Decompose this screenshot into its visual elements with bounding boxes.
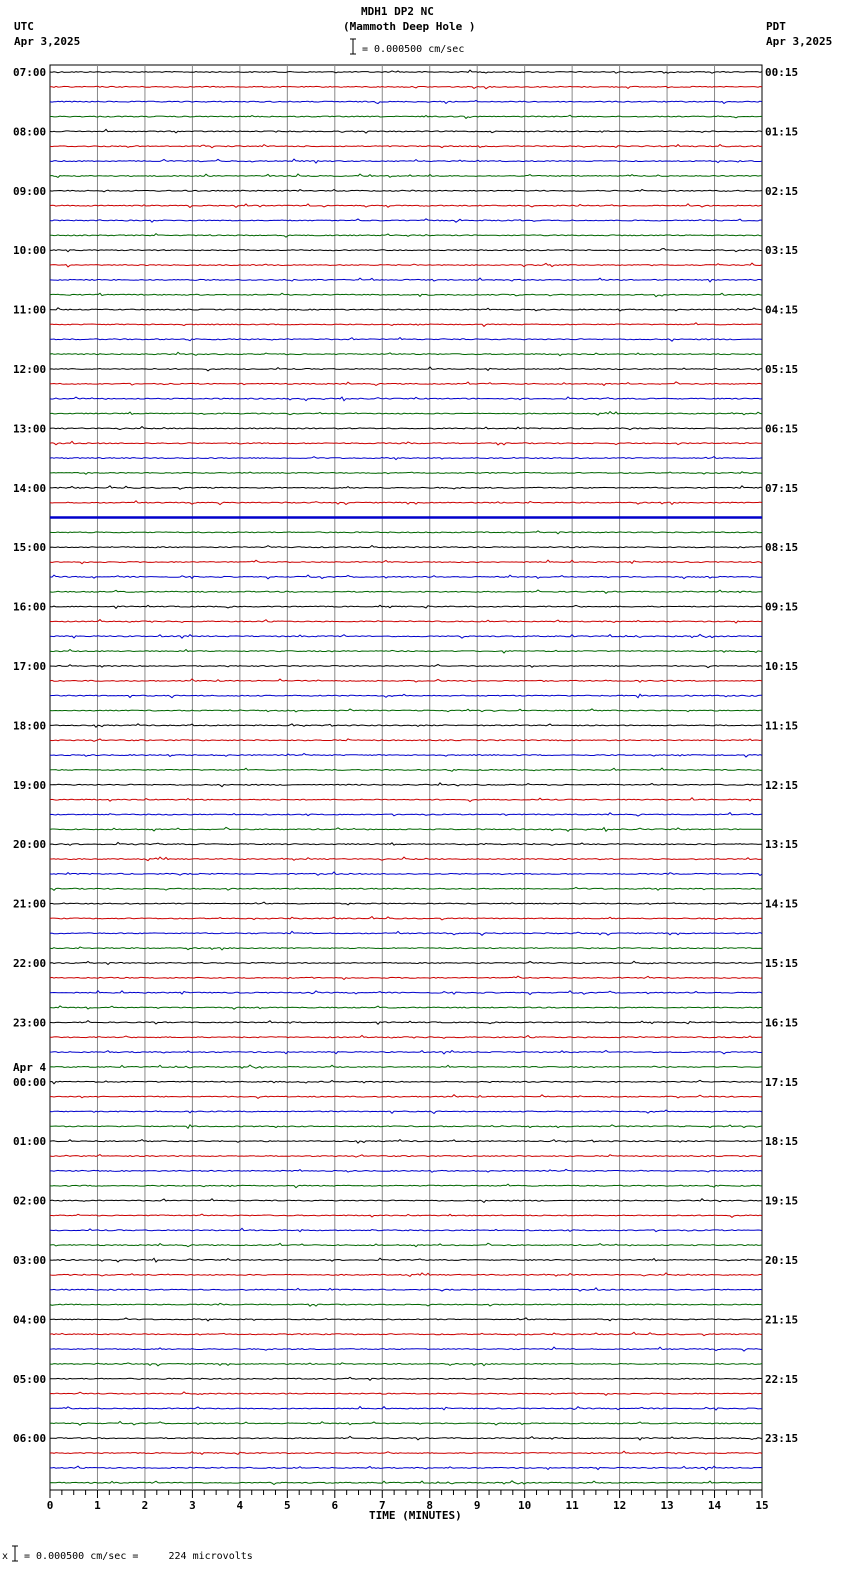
- x-tick-label: 0: [46, 1499, 54, 1512]
- seismic-trace: [50, 531, 762, 534]
- seismic-trace: [50, 1006, 762, 1009]
- utc-hour-label: 01:00: [13, 1135, 47, 1149]
- utc-hour-label: 02:00: [13, 1194, 47, 1208]
- seismic-trace: [50, 768, 762, 771]
- pdt-hour-label: 12:15: [765, 778, 799, 792]
- seismic-trace: [50, 472, 762, 475]
- seismic-trace: [50, 650, 762, 654]
- seismic-trace: [50, 293, 762, 297]
- seismic-trace: [50, 575, 762, 579]
- station-title: MDH1 DP2 NC: [361, 5, 434, 18]
- seismic-trace: [50, 813, 762, 817]
- pdt-hour-label: 16:15: [765, 1016, 799, 1030]
- seismic-trace: [50, 219, 762, 222]
- seismic-trace: [50, 872, 762, 876]
- utc-hour-label: 17:00: [13, 660, 47, 673]
- seismic-trace: [50, 486, 762, 490]
- plot-frame: [50, 65, 762, 1490]
- seismic-trace: [50, 323, 762, 327]
- x-tick-label: 9: [473, 1499, 481, 1512]
- seismic-trace: [50, 1347, 762, 1351]
- pdt-hour-label: 21:15: [765, 1313, 799, 1327]
- seismic-trace: [50, 1214, 762, 1217]
- pdt-hour-label: 14:15: [765, 897, 799, 911]
- utc-hour-label: 06:00: [13, 1432, 47, 1446]
- pdt-hour-label: 00:15: [765, 66, 799, 79]
- right-timezone: PDT: [766, 20, 786, 33]
- seismic-trace: [50, 204, 762, 208]
- seismic-trace: [50, 1466, 762, 1470]
- x-tick-label: 3: [189, 1499, 196, 1512]
- seismic-trace: [50, 931, 762, 935]
- seismic-trace: [50, 857, 762, 861]
- seismic-trace: [50, 827, 762, 831]
- pdt-hour-label: 22:15: [765, 1372, 799, 1386]
- pdt-hour-label: 18:15: [765, 1135, 799, 1149]
- x-tick-label: 7: [378, 1499, 386, 1512]
- utc-hour-label: 00:00: [13, 1075, 47, 1089]
- seismic-trace: [50, 590, 762, 593]
- pdt-hour-label: 02:15: [765, 184, 799, 198]
- utc-hour-label: 10:00: [13, 244, 47, 258]
- seismic-trace: [50, 86, 762, 88]
- pdt-hour-label: 11:15: [765, 719, 799, 733]
- seismic-trace: [50, 101, 762, 104]
- footer-marker: x: [2, 1551, 9, 1562]
- seismic-trace: [50, 129, 762, 133]
- seismic-trace: [50, 665, 762, 668]
- seismic-trace: [50, 1481, 762, 1485]
- seismic-trace: [50, 620, 762, 624]
- utc-hour-label: 14:00: [13, 481, 47, 495]
- seismic-trace: [50, 1125, 762, 1129]
- seismic-trace: [50, 1273, 762, 1277]
- seismic-trace: [50, 917, 762, 920]
- seismic-trace: [50, 1065, 762, 1068]
- seismic-trace: [50, 1436, 762, 1440]
- seismic-trace: [50, 724, 762, 728]
- pdt-hour-label: 05:15: [765, 363, 799, 376]
- seismic-trace: [50, 263, 762, 267]
- seismic-trace: [50, 338, 762, 342]
- pdt-hour-label: 01:15: [765, 125, 799, 139]
- utc-hour-label: 15:00: [13, 541, 47, 555]
- seismic-trace: [50, 1228, 762, 1231]
- seismic-trace: [50, 115, 762, 118]
- footer-scale-label: = 0.000500 cm/sec = 224 microvolts: [24, 1551, 253, 1562]
- seismic-trace: [50, 634, 762, 638]
- seismic-trace: [50, 457, 762, 460]
- seismic-trace: [50, 1140, 762, 1144]
- seismic-trace: [50, 679, 762, 682]
- scale-label: = 0.000500 cm/sec: [362, 44, 465, 55]
- seismic-trace: [50, 501, 762, 505]
- left-timezone: UTC: [14, 20, 34, 33]
- seismic-trace: [50, 546, 762, 549]
- pdt-hour-label: 19:15: [765, 1194, 799, 1208]
- seismic-trace: [50, 412, 762, 416]
- utc-hour-label: 07:00: [13, 66, 47, 79]
- seismic-trace: [50, 1199, 762, 1203]
- utc-hour-label: 09:00: [13, 184, 47, 198]
- seismic-trace: [50, 1051, 762, 1054]
- utc-hour-label: 13:00: [13, 422, 47, 436]
- seismic-trace: [50, 1095, 762, 1099]
- utc-hour-label: 21:00: [13, 897, 47, 911]
- seismic-trace: [50, 798, 762, 802]
- seismic-trace: [50, 902, 762, 905]
- seismic-trace: [50, 1184, 762, 1188]
- pdt-hour-label: 15:15: [765, 957, 799, 970]
- right-date: Apr 3,2025: [766, 35, 833, 48]
- seismic-trace: [50, 605, 762, 608]
- pdt-hour-label: 08:15: [765, 541, 799, 555]
- x-tick-label: 1: [94, 1499, 101, 1512]
- pdt-hour-label: 06:15: [765, 422, 799, 436]
- seismic-trace: [50, 1169, 762, 1172]
- x-tick-label: 12: [612, 1499, 627, 1512]
- x-tick-label: 4: [236, 1499, 244, 1512]
- seismic-trace: [50, 367, 762, 371]
- pdt-hour-label: 17:15: [765, 1075, 799, 1089]
- footer-scale-bar-icon: [9, 1545, 21, 1563]
- utc-hour-label: 11:00: [13, 303, 47, 317]
- seismic-trace: [50, 1155, 762, 1158]
- seismic-trace: [50, 991, 762, 995]
- seismic-trace: [50, 1243, 762, 1247]
- seismic-trace: [50, 1407, 762, 1411]
- seismic-trace: [50, 1080, 762, 1083]
- seismic-trace: [50, 159, 762, 163]
- seismic-trace: [50, 947, 762, 950]
- x-tick-label: 5: [284, 1499, 291, 1512]
- utc-hour-label: 05:00: [13, 1372, 47, 1386]
- seismic-trace: [50, 278, 762, 282]
- pdt-hour-label: 07:15: [765, 481, 799, 495]
- seismic-trace: [50, 1288, 762, 1291]
- seismic-trace: [50, 382, 762, 386]
- seismic-trace: [50, 887, 762, 890]
- seismic-trace: [50, 842, 762, 845]
- x-tick-label: 2: [141, 1499, 149, 1512]
- utc-hour-label: 22:00: [13, 957, 47, 970]
- seismic-trace: [50, 1318, 762, 1321]
- pdt-hour-label: 10:15: [765, 660, 799, 673]
- seismic-trace: [50, 1021, 762, 1025]
- utc-hour-label: 16:00: [13, 600, 47, 614]
- pdt-hour-label: 04:15: [765, 303, 799, 317]
- seismic-trace: [50, 70, 762, 73]
- seismic-trace: [50, 1035, 762, 1038]
- utc-hour-label: 20:00: [13, 838, 47, 852]
- seismic-trace: [50, 174, 762, 177]
- x-tick-label: 14: [707, 1499, 722, 1512]
- seismic-trace: [50, 1363, 762, 1366]
- x-tick-label: 15: [755, 1499, 769, 1512]
- x-axis-label: TIME (MINUTES): [369, 1509, 462, 1522]
- seismic-trace: [50, 427, 762, 430]
- seismic-trace: [50, 739, 762, 741]
- seismic-trace: [50, 1392, 762, 1395]
- x-tick-label: 10: [518, 1499, 532, 1512]
- utc-hour-label: 12:00: [13, 363, 47, 376]
- seismic-trace: [50, 1377, 762, 1380]
- seismic-trace: [50, 397, 762, 401]
- pdt-hour-label: 20:15: [765, 1254, 799, 1267]
- seismic-trace: [50, 308, 762, 311]
- pdt-hour-label: 23:15: [765, 1432, 799, 1446]
- seismic-trace: [50, 441, 762, 445]
- seismic-trace: [50, 234, 762, 238]
- seismic-trace: [50, 190, 762, 192]
- x-tick-label: 8: [426, 1499, 434, 1512]
- x-tick-label: 13: [660, 1499, 674, 1512]
- seismic-trace: [50, 976, 762, 979]
- seismic-trace: [50, 352, 762, 355]
- utc-hour-label: 03:00: [13, 1254, 47, 1267]
- x-tick-label: 6: [331, 1499, 339, 1512]
- seismic-trace: [50, 1332, 762, 1335]
- seismic-trace: [50, 145, 762, 148]
- seismic-trace: [50, 1110, 762, 1113]
- seismic-trace: [50, 560, 762, 564]
- x-tick-label: 11: [565, 1499, 579, 1512]
- seismic-trace: [50, 1258, 762, 1262]
- seismic-trace: [50, 961, 762, 964]
- station-location: (Mammoth Deep Hole ): [343, 20, 476, 33]
- seismic-trace: [50, 709, 762, 712]
- utc-hour-label: 08:00: [13, 125, 47, 139]
- utc-hour-label: 18:00: [13, 719, 47, 733]
- date-change-label: Apr 4: [13, 1060, 47, 1074]
- seismic-trace: [50, 1451, 762, 1454]
- pdt-hour-label: 13:15: [765, 838, 799, 852]
- pdt-hour-label: 09:15: [765, 600, 799, 614]
- seismic-trace: [50, 783, 762, 787]
- left-date: Apr 3,2025: [14, 35, 81, 48]
- seismic-trace: [50, 754, 762, 758]
- utc-hour-label: 23:00: [13, 1016, 47, 1030]
- seismic-trace: [50, 1303, 762, 1306]
- seismic-trace: [50, 1421, 762, 1425]
- pdt-hour-label: 03:15: [765, 244, 799, 258]
- seismic-trace: [50, 694, 762, 698]
- seismic-trace: [50, 249, 762, 252]
- utc-hour-label: 04:00: [13, 1313, 47, 1327]
- utc-hour-label: 19:00: [13, 778, 47, 792]
